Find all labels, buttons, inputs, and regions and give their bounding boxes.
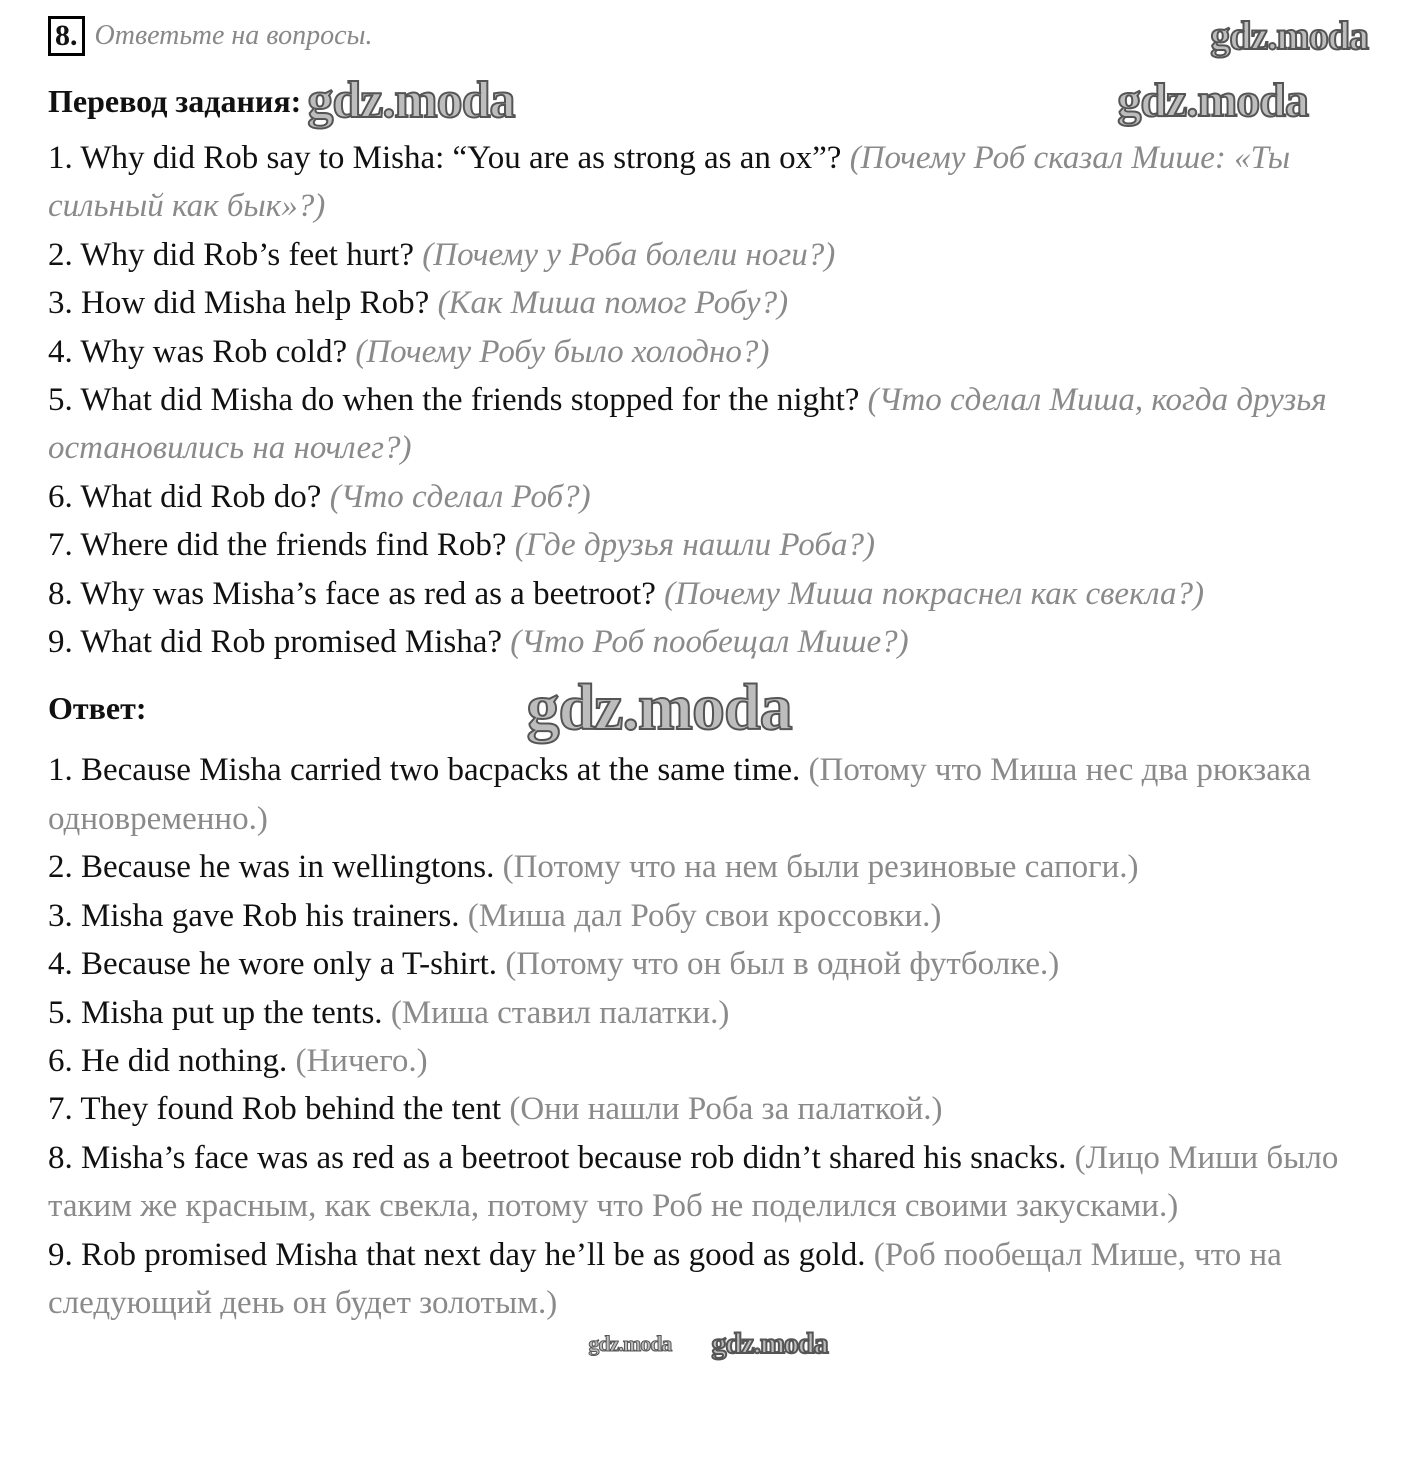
answer-item-ru: (Потому что на нем были резиновые сапоги.)	[502, 849, 1139, 886]
question-item	[48, 521, 1368, 569]
watermark: gdz.moda	[1210, 13, 1368, 58]
question-item-ru: (Почему Робу было холодно?)	[355, 333, 770, 370]
answer-item-ru: (Они нашли Роба за палаткой.)	[509, 1091, 943, 1128]
question-item-en: 1. Why did Rob say to Misha: “You are as strong as an ox”?	[48, 140, 842, 176]
question-item	[48, 328, 1368, 376]
question-item-ru: (Почему Роб сказал Мише: «Ты сильный как бык»?)	[48, 140, 1291, 225]
question-item-en: 6. What did Rob do?	[48, 478, 322, 515]
question-item	[48, 473, 1368, 521]
answer-item-en: 4. Because he wore only a T-shirt.	[48, 946, 498, 983]
question-item-ru: (Что сделал Миша, когда друзья остановились на ночлег?)	[48, 382, 1327, 467]
task-header	[48, 14, 1368, 58]
answer-item	[48, 1085, 1348, 1133]
page-column	[48, 14, 1368, 1361]
watermark: gdz.moda	[1117, 74, 1308, 127]
translation-heading: Перевод задания:	[48, 83, 302, 119]
question-item-en: 2. Why did Rob’s feet hurt?	[48, 236, 414, 273]
answer-item	[48, 746, 1348, 843]
answer-item-en: 8. Misha’s face was as red as a beetroot because rob didn’t shared his snacks.	[48, 1139, 1067, 1176]
answer-heading-row	[48, 670, 1368, 746]
task-instruction: Ответьте на вопросы.	[94, 20, 373, 51]
translation-heading-row	[48, 68, 1368, 134]
question-item	[48, 570, 1368, 618]
answer-item-ru: (Лицо Миши было таким же красным, как свекла, потому что Роб не поделился своими закусками.)	[48, 1139, 1339, 1225]
questions-list	[48, 134, 1368, 666]
answer-item-en: 5. Misha put up the tents.	[48, 994, 383, 1031]
answer-item-en: 9. Rob promised Misha that next day he’ll be as good as gold.	[48, 1236, 866, 1273]
watermark: gdz.moda	[307, 72, 515, 129]
answer-item	[48, 892, 1348, 940]
question-item	[48, 231, 1368, 279]
answer-item	[48, 1134, 1348, 1231]
task-number: 8.	[48, 16, 85, 56]
answer-item-en: 7. They found Rob behind the tent	[48, 1091, 502, 1128]
answer-item	[48, 843, 1348, 891]
watermark: gdz.moda	[526, 671, 792, 745]
answer-item-ru: (Потому что он был в одной футболке.)	[505, 946, 1060, 983]
question-item-en: 5. What did Misha do when the friends stopped for the night?	[48, 382, 860, 419]
answers-list	[48, 746, 1348, 1327]
answer-item-ru: (Роб пообещал Мише, что на следующий день он будет золотым.)	[48, 1236, 1282, 1321]
question-item-ru: (Где друзья нашли Роба?)	[514, 527, 875, 564]
question-item-en: 7. Where did the friends find Rob?	[48, 527, 507, 564]
answer-heading: Ответ:	[48, 690, 147, 727]
answer-item-ru: (Ничего.)	[295, 1042, 428, 1079]
footer-watermarks	[48, 1327, 1368, 1361]
watermark: gdz.moda	[711, 1327, 828, 1361]
answer-item-en: 1. Because Misha carried two bacpacks at the same time.	[48, 752, 801, 789]
answer-item-en: 6. He did nothing.	[48, 1042, 288, 1079]
question-item-en: 9. What did Rob promised Misha?	[48, 624, 503, 661]
answer-item-ru: (Потому что Миша нес два рюкзака одновременно.)	[48, 752, 1312, 837]
answer-item-en: 3. Misha gave Rob his trainers.	[48, 897, 460, 934]
question-item	[48, 134, 1368, 231]
watermark: gdz.moda	[588, 1331, 672, 1357]
question-item	[48, 618, 1368, 666]
answer-item	[48, 989, 1348, 1037]
question-item-en: 8. Why was Misha’s face as red as a beetroot?	[48, 575, 656, 612]
question-item-ru: (Почему у Роба болели ноги?)	[422, 236, 836, 273]
answer-item-en: 2. Because he was in wellingtons.	[48, 849, 495, 886]
question-item	[48, 376, 1368, 473]
question-item-en: 3. How did Misha help Rob?	[48, 285, 430, 322]
question-item-en: 4. Why was Rob cold?	[48, 333, 348, 370]
answer-item	[48, 940, 1348, 988]
answer-item	[48, 1231, 1348, 1328]
question-item-ru: (Почему Миша покраснел как свекла?)	[664, 575, 1204, 612]
question-item-ru: (Что Роб пообещал Мише?)	[510, 624, 909, 661]
question-item	[48, 279, 1368, 327]
answer-item	[48, 1037, 1348, 1085]
answer-item-ru: (Миша дал Робу свои кроссовки.)	[467, 897, 942, 934]
question-item-ru: (Что сделал Роб?)	[329, 478, 591, 515]
answer-item-ru: (Миша ставил палатки.)	[390, 994, 730, 1031]
question-item-ru: (Как Миша помог Робу?)	[437, 285, 789, 322]
